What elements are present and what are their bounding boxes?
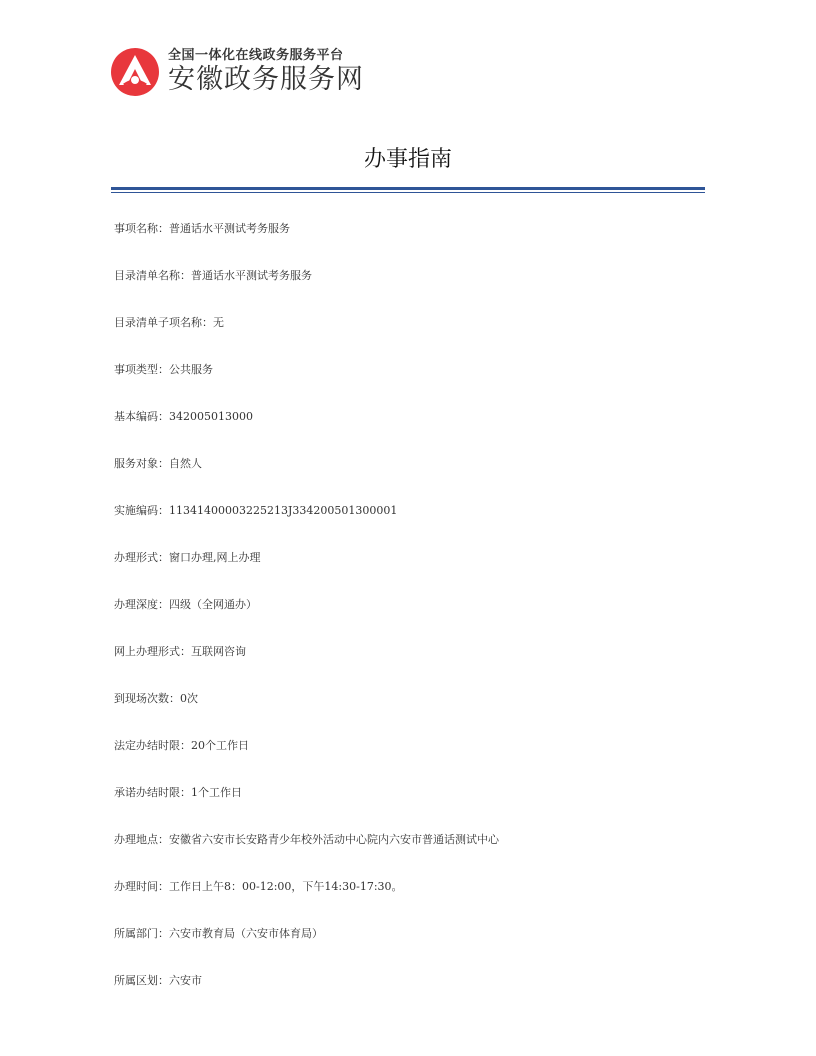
field-label: 办理深度： — [114, 598, 169, 611]
field-value: 公共服务 — [169, 363, 213, 376]
field-label: 基本编码： — [114, 410, 169, 423]
guide-field — [114, 502, 714, 549]
field-value: 11341400003225213J334200501300001 — [169, 504, 398, 517]
guide-field — [114, 972, 714, 1019]
field-value: 工作日上午8：00-12:00，下午14:30-17:30。 — [169, 880, 403, 893]
field-value: 20个工作日 — [191, 739, 249, 752]
guide-field — [114, 361, 714, 408]
field-label: 到现场次数： — [114, 692, 180, 705]
field-label: 服务对象： — [114, 457, 169, 470]
logo-text — [168, 48, 364, 96]
field-label: 办理地点： — [114, 833, 169, 846]
field-label: 事项名称： — [114, 222, 169, 235]
field-value: 四级（全网通办） — [169, 598, 257, 611]
field-value: 普通话水平测试考务服务 — [169, 222, 290, 235]
guide-field — [114, 690, 714, 737]
guide-fields — [114, 220, 714, 1019]
guide-field — [114, 925, 714, 972]
guide-field — [114, 878, 714, 925]
field-value: 六安市 — [169, 974, 202, 987]
field-label: 目录清单子项名称： — [114, 316, 213, 329]
field-label: 实施编码： — [114, 504, 169, 517]
site-name: 安徽政务服务网 — [168, 64, 364, 95]
guide-field — [114, 737, 714, 784]
field-value: 0次 — [180, 692, 198, 705]
field-label: 所属部门： — [114, 927, 169, 940]
field-value: 自然人 — [169, 457, 202, 470]
field-label: 目录清单名称： — [114, 269, 191, 282]
title-divider — [111, 187, 705, 193]
guide-field — [114, 831, 714, 878]
field-label: 办理形式： — [114, 551, 169, 564]
field-label: 法定办结时限： — [114, 739, 191, 752]
field-value: 窗口办理,网上办理 — [169, 551, 261, 564]
field-label: 承诺办结时限： — [114, 786, 191, 799]
guide-field — [114, 220, 714, 267]
guide-field — [114, 267, 714, 314]
guide-field — [114, 314, 714, 361]
field-value: 六安市教育局（六安市体育局） — [169, 927, 323, 940]
field-label: 办理时间： — [114, 880, 169, 893]
field-value: 安徽省六安市长安路青少年校外活动中心院内六安市普通话测试中心 — [169, 833, 499, 846]
anhui-govservice-logo-icon — [110, 47, 160, 97]
guide-field — [114, 408, 714, 455]
field-value: 互联网咨询 — [191, 645, 246, 658]
field-label: 所属区划： — [114, 974, 169, 987]
guide-field — [114, 643, 714, 690]
field-value: 无 — [213, 316, 224, 329]
site-header — [110, 44, 364, 100]
guide-field — [114, 784, 714, 831]
platform-name: 全国一体化在线政务服务平台 — [168, 48, 344, 63]
field-value: 342005013000 — [169, 410, 253, 423]
guide-field — [114, 455, 714, 502]
field-value: 普通话水平测试考务服务 — [191, 269, 312, 282]
guide-field — [114, 549, 714, 596]
field-value: 1个工作日 — [191, 786, 242, 799]
field-label: 网上办理形式： — [114, 645, 191, 658]
guide-field — [114, 596, 714, 643]
field-label: 事项类型： — [114, 363, 169, 376]
page-title: 办事指南 — [363, 147, 452, 172]
